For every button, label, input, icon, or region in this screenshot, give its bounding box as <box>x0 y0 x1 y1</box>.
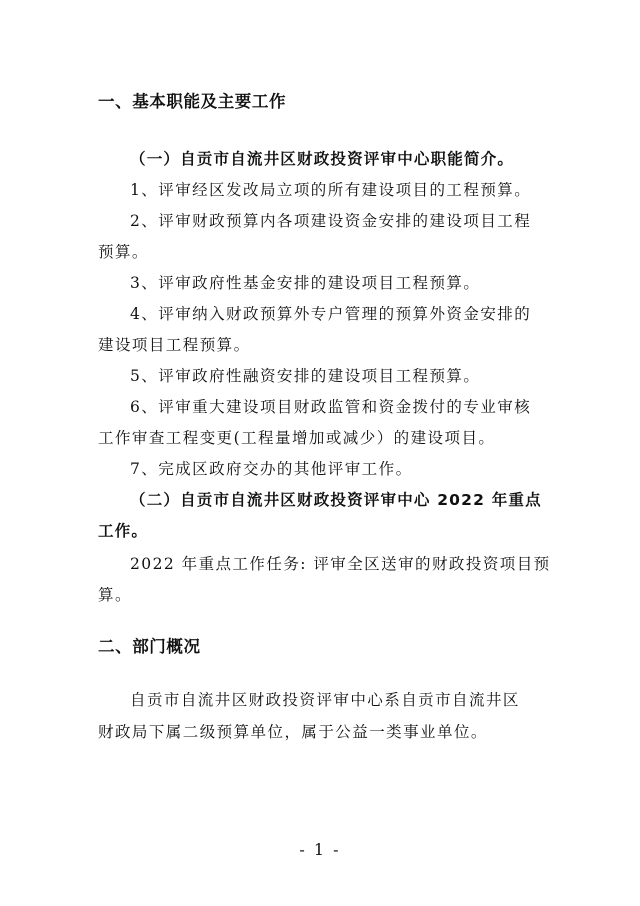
duty-item-2-line-2: 预算。 <box>98 243 149 261</box>
page-number: - 1 - <box>299 840 341 859</box>
duty-item-4-line-1: 4、评审纳入财政预算外专户管理的预算外资金安排的 <box>130 305 532 323</box>
duty-item-3: 3、评审政府性基金安排的建设项目工程预算。 <box>130 274 481 292</box>
key-work-line-1: 2022 年重点工作任务: 评审全区送审的财政投资项目预 <box>130 555 551 573</box>
section-2-heading: 二、部门概况 <box>98 637 201 656</box>
duty-item-7: 7、完成区政府交办的其他评审工作。 <box>130 460 413 478</box>
overview-line-1: 自贡市自流井区财政投资评审中心系自贡市自流井区 <box>130 691 520 709</box>
subsection-1-heading: （一）自贡市自流井区财政投资评审中心职能简介。 <box>130 150 515 168</box>
duty-item-4-line-2: 建设项目工程预算。 <box>98 336 251 354</box>
overview-line-2: 财政局下属二级预算单位，属于公益一类事业单位。 <box>98 723 488 741</box>
duty-item-6-line-2: 工作审查工程变更(工程量增加或减少）的建设项目。 <box>98 429 496 447</box>
subsection-2-heading-line-1: （二）自贡市自流井区财政投资评审中心 2022 年重点 <box>130 491 542 509</box>
duty-item-5: 5、评审政府性融资安排的建设项目工程预算。 <box>130 367 481 385</box>
subsection-2-heading-line-2: 工作。 <box>98 522 149 540</box>
duty-item-6-line-1: 6、评审重大建设项目财政监管和资金拨付的专业审核 <box>130 398 532 416</box>
duty-item-2-line-1: 2、评审财政预算内各项建设资金安排的建设项目工程 <box>130 212 532 230</box>
section-1-heading: 一、基本职能及主要工作 <box>98 92 287 111</box>
duty-item-1: 1、评审经区发改局立项的所有建设项目的工程预算。 <box>130 181 532 199</box>
key-work-line-2: 算。 <box>98 586 132 604</box>
